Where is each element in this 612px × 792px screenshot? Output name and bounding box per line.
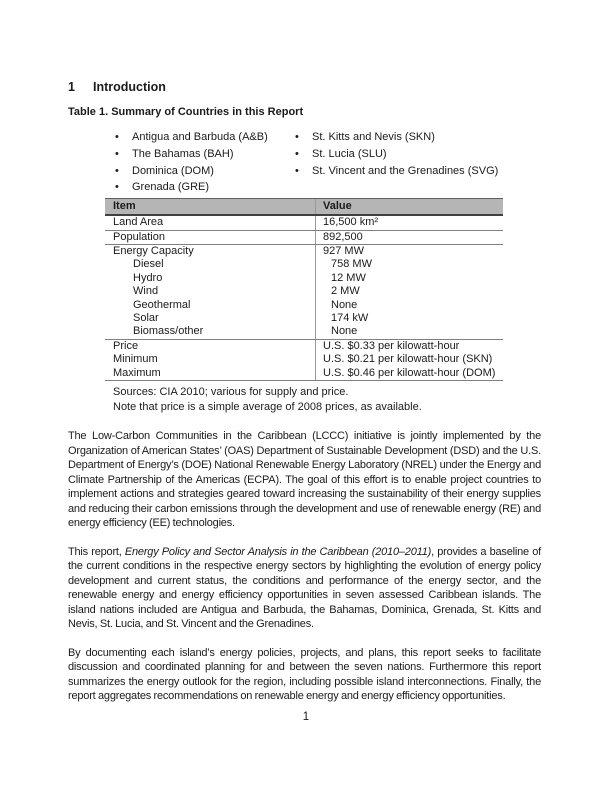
country-column-1 [115, 129, 295, 196]
table-row [105, 258, 503, 271]
paragraph-2 [68, 545, 541, 632]
cell-value: None [316, 325, 504, 339]
cell-item: Maximum [105, 367, 316, 381]
cell-value: 16,500 km² [316, 215, 504, 230]
table-header-row [105, 199, 503, 216]
cell-value: 892,500 [316, 230, 504, 244]
cell-value: 2 MW [316, 285, 504, 298]
country-label: Antigua and Barbuda (A&B) [132, 131, 268, 143]
list-item [115, 179, 295, 196]
list-item [295, 163, 498, 180]
cell-item: Land Area [105, 215, 316, 230]
table-row [105, 245, 503, 259]
country-label: St. Vincent and the Grenadines (SVG) [312, 164, 499, 177]
section-title: Introduction [93, 80, 166, 94]
bullet-icon [295, 146, 312, 163]
cell-value: 174 kW [316, 312, 504, 325]
table-row [105, 272, 503, 285]
list-item [115, 129, 295, 146]
cell-value: U.S. $0.33 per kilowatt-hour [316, 339, 504, 353]
cell-item: Geothermal [133, 298, 191, 311]
cell-value: 758 MW [316, 258, 504, 271]
cell-item: Population [105, 230, 316, 244]
cell-item: Diesel [133, 258, 164, 271]
table-notes [113, 385, 541, 415]
table-row [105, 339, 503, 353]
cell-item: Price [113, 339, 139, 352]
table-row [105, 353, 503, 366]
table-row [105, 312, 503, 325]
cell-value: U.S. $0.46 per kilowatt-hour (DOM) [316, 367, 504, 381]
country-label: Dominica (DOM) [132, 164, 214, 177]
paragraph-2-rest: , provides a baseline of the current conditions in the respective energy sectors by highlighting the evolution of energy policy development and current status, the conditions and performance of the energy sector, and the renewable energy and energy efficiency opportunities in seven assessed Caribbean islands. The island nations included are Antigua and Barbuda, the Bahamas, Dominica, Grenada, St. Kitts and Nevis, St. Lucia, and St. Vincent and the Grenadines. [68, 545, 541, 631]
list-item [295, 146, 498, 163]
country-column-2 [295, 129, 498, 196]
table-note-sources: Sources: CIA 2010; various for supply and price. [113, 386, 349, 399]
country-label: The Bahamas (BAH) [132, 147, 234, 160]
table-note-price: Note that price is a simple average of 2008 prices, as available. [113, 401, 422, 414]
bullet-icon [115, 129, 132, 146]
page-number: 1 [302, 711, 310, 723]
table-row [105, 325, 503, 339]
table-row [105, 230, 503, 244]
cell-item: Solar [133, 312, 159, 325]
country-label: Grenada (GRE) [132, 181, 210, 194]
paragraph-2-prefix: This report, [68, 545, 125, 558]
cell-value: U.S. $0.21 per kilowatt-hour (SKN) [316, 353, 504, 366]
country-label: St. Lucia (SLU) [312, 147, 387, 160]
summary-table [105, 198, 503, 381]
table-caption: Table 1. Summary of Countries in this Report [68, 106, 304, 118]
cell-item: Minimum [113, 353, 158, 366]
cell-value: None [316, 299, 504, 312]
list-item [295, 129, 498, 146]
cell-item: Energy Capacity [113, 245, 194, 257]
bullet-icon [115, 163, 132, 180]
table-row [105, 215, 503, 230]
country-label: St. Kitts and Nevis (SKN) [312, 131, 435, 143]
report-title-italic: Energy Policy and Sector Analysis in the Caribbean (2010–2011) [124, 545, 432, 558]
section-heading [68, 80, 541, 94]
table-row [105, 367, 503, 381]
bullet-icon [115, 146, 132, 163]
table-row [105, 285, 503, 298]
cell-item: Wind [133, 285, 159, 298]
section-number: 1 [68, 80, 75, 94]
cell-item: Biomass/other [105, 325, 316, 339]
country-list [115, 129, 541, 196]
paragraph-1: The Low-Carbon Communities in the Caribbean (LCCC) initiative is jointly implemented by the Organization of American States’ (OAS) Department of Sustainable Development (DSD) and the U.S. Department of Energy’s (DOE) National Renewable Energy Laboratory (NREL) under the Energy and Climate Partnership of the Americas (ECPA). The goal of this effort is to enable project countries to implement actions and strategies geared toward increasing the sustainability of their energy supplies and reducing their carbon emissions through the development and use of renewable energy (RE) and energy efficiency (EE) technologies. [68, 430, 541, 530]
column-header-value: Value [316, 199, 504, 216]
paragraph-3: By documenting each island’s energy policies, projects, and plans, this report seeks to facilitate discussion and coordinated planning for and between the seven nations. Furthermore this report summarizes the energy outlook for the region, including possible island interconnections. Finally, the report aggregates recommendations on renewable energy and energy efficiency opportunities. [68, 646, 541, 703]
table-row [105, 299, 503, 312]
cell-item: Hydro [133, 271, 163, 284]
bullet-icon [295, 163, 312, 180]
column-header-item: Item [105, 199, 316, 216]
bullet-icon [295, 129, 312, 146]
list-item [115, 146, 295, 163]
cell-value: 12 MW [316, 272, 504, 285]
list-item [115, 163, 295, 180]
cell-value: 927 MW [316, 245, 504, 259]
bullet-icon [115, 179, 132, 196]
